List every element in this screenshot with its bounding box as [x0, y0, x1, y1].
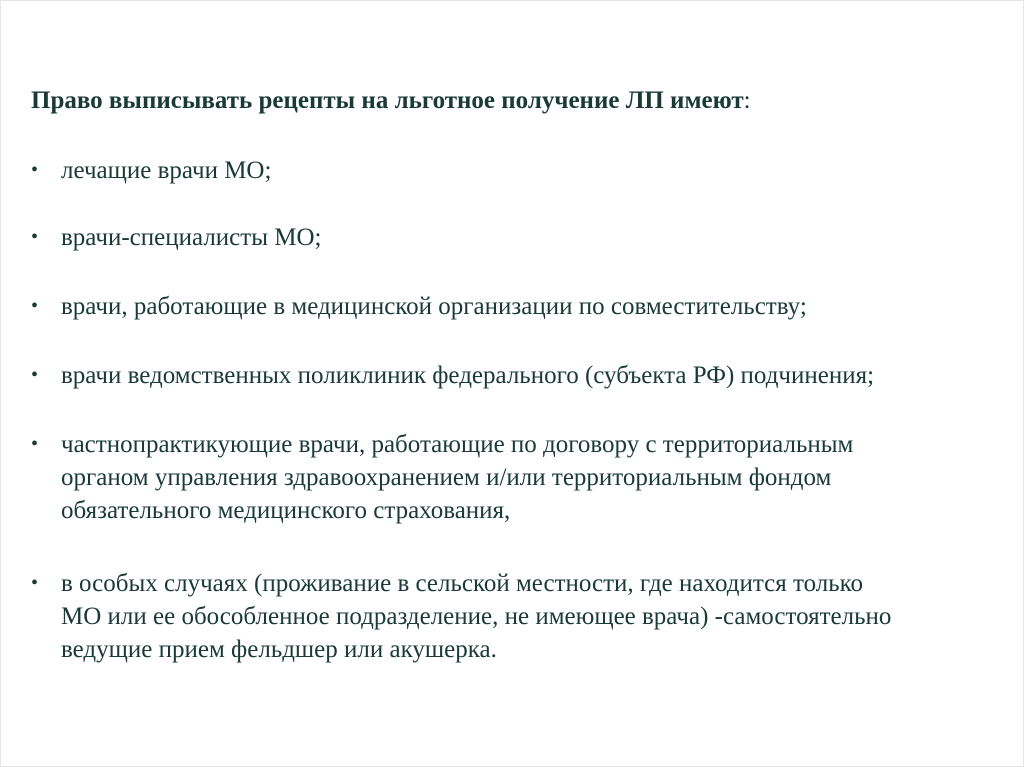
list-item	[31, 221, 1016, 254]
bullet-icon: •	[31, 572, 39, 594]
list-item	[31, 567, 1016, 666]
heading-colon: :	[743, 87, 751, 114]
list-item-text: врачи ведомственных поликлиник федерального (субъекта РФ) подчинения;	[61, 362, 875, 389]
list-item-text: врачи-специалисты МО;	[61, 224, 322, 251]
list-item	[31, 154, 1016, 187]
list-item	[31, 428, 1016, 527]
bullet-icon: •	[31, 433, 39, 455]
list-item-text: частнопрактикующие врачи, работающие по договору с территориальным органом управления здравоохранением и/или территориальным фондом обязательного медицинского страхования,	[61, 431, 854, 524]
slide-heading	[31, 85, 991, 117]
list-item	[31, 359, 1016, 392]
bullet-icon: •	[31, 364, 39, 386]
list-item-text: лечащие врачи МО;	[61, 157, 272, 184]
bullet-icon: •	[31, 159, 39, 181]
list-item	[31, 290, 1016, 323]
bullet-icon: •	[31, 295, 39, 317]
bullet-icon: •	[31, 226, 39, 248]
list-item-text: врачи, работающие в медицинской организации по совместительству;	[61, 293, 807, 320]
list-item-text: в особых случаях (проживание в сельской местности, где находится только МО или ее обособленное подразделение, не имеющее врача) -самостоятельно ведущие прием фельдшер или акушерка.	[61, 570, 892, 663]
heading-bold-text: Право выписывать рецепты на льготное получение ЛП имеют	[31, 87, 744, 114]
